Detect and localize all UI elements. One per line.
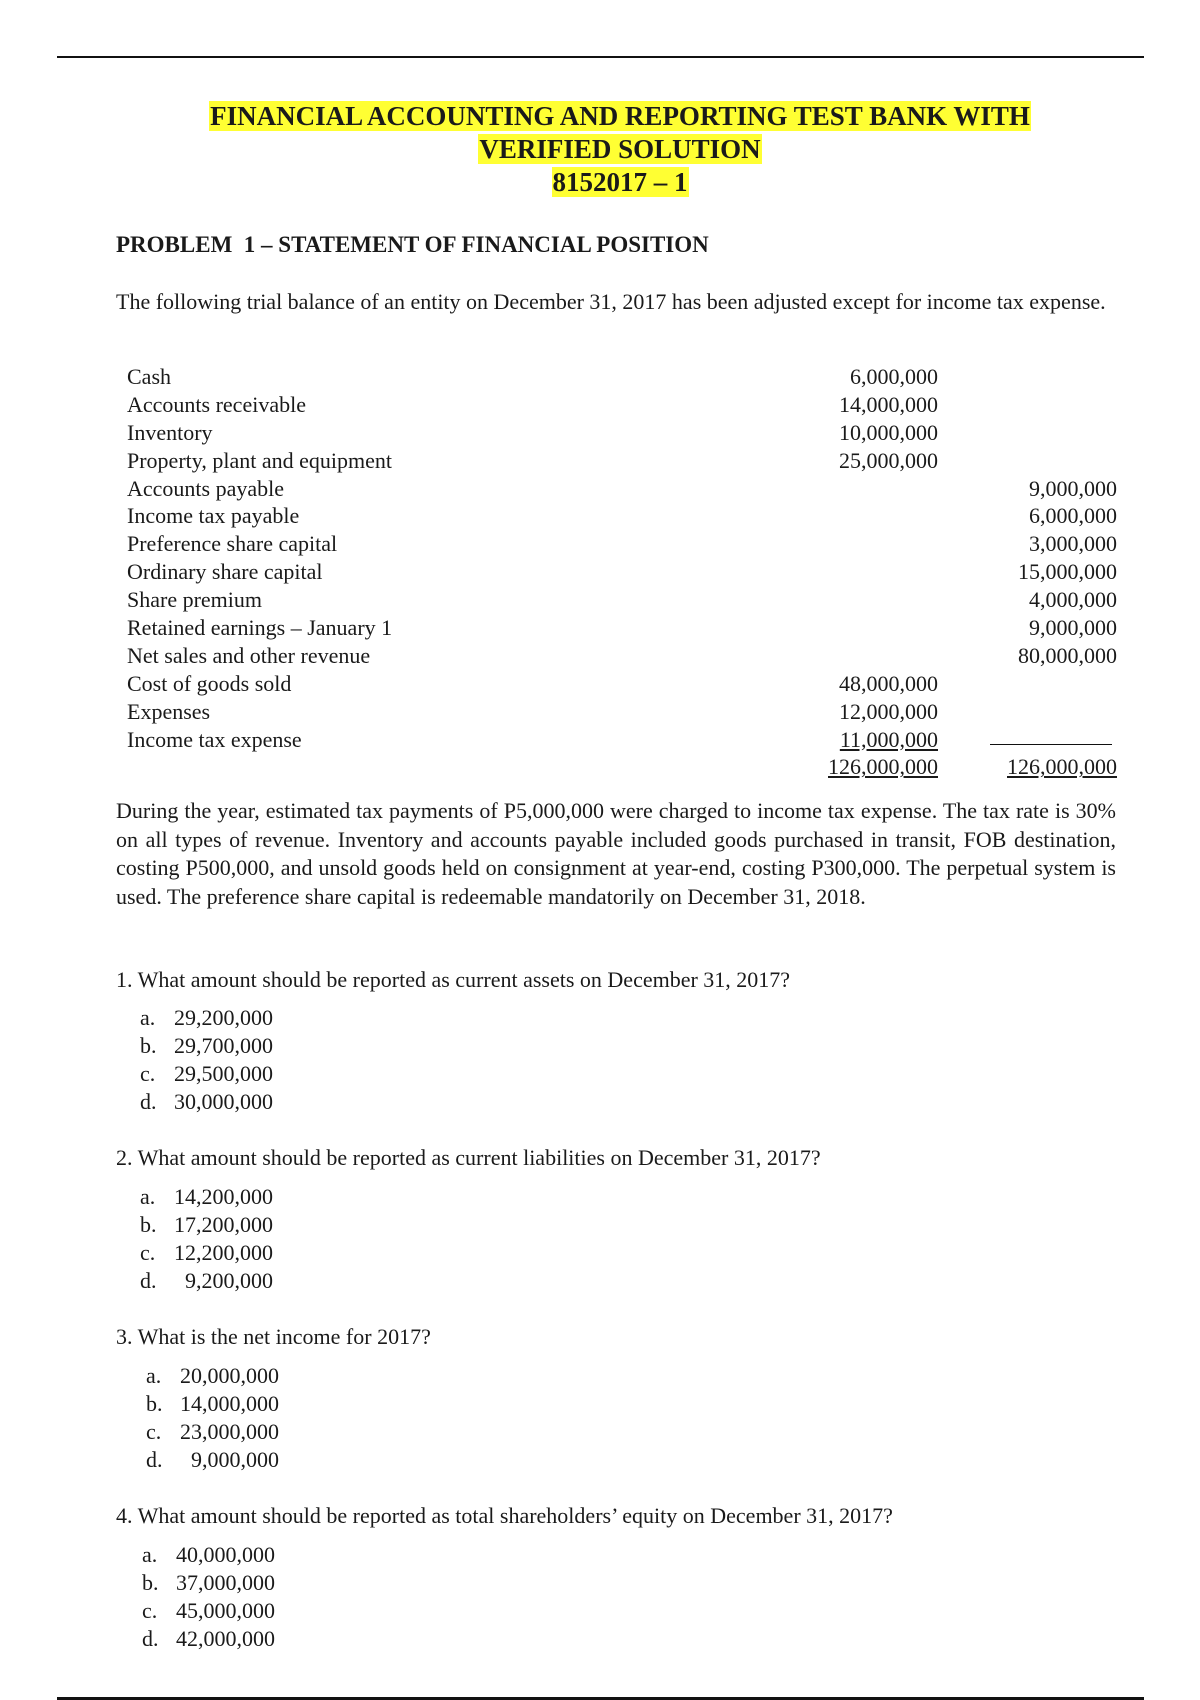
document-title <box>0 100 1200 199</box>
credit-column-rule <box>990 744 1112 745</box>
tb-label: Inventory <box>127 419 213 445</box>
option-c: c. 12,200,000 <box>140 1240 273 1265</box>
tb-label: Net sales and other revenue <box>127 642 371 668</box>
tb-row <box>127 698 1117 726</box>
tb-debit: 25,000,000 <box>839 447 938 473</box>
option-b: b. 37,000,000 <box>142 1570 275 1595</box>
problem-heading: PROBLEM 1 – STATEMENT OF FINANCIAL POSITION <box>116 232 709 257</box>
question-1-options <box>140 1004 273 1116</box>
tb-row <box>127 614 1117 642</box>
tb-credit: 9,000,000 <box>1029 615 1117 641</box>
tb-credit: 9,000,000 <box>1029 475 1117 501</box>
option-b: b. 14,000,000 <box>146 1391 279 1416</box>
title-line-1: FINANCIAL ACCOUNTING AND REPORTING TEST BANK WITH <box>210 101 1030 131</box>
trial-balance <box>127 363 1117 781</box>
tb-debit: 6,000,000 <box>850 364 938 389</box>
option-a: a. 40,000,000 <box>142 1542 275 1567</box>
option-b: b. 29,700,000 <box>140 1033 273 1058</box>
tb-row <box>127 363 1117 391</box>
tb-total-row <box>127 753 1117 781</box>
question-3: 3. What is the net income for 2017? <box>116 1324 431 1349</box>
tb-debit: 12,000,000 <box>839 698 938 724</box>
tb-debit: 14,000,000 <box>839 391 938 417</box>
tb-label: Preference share capital <box>127 531 338 557</box>
tb-row <box>127 419 1117 447</box>
top-rule <box>57 56 1144 58</box>
tb-label: Expenses <box>127 698 211 724</box>
option-d: d. 30,000,000 <box>140 1089 273 1114</box>
tb-row <box>127 502 1117 530</box>
tb-debit: 10,000,000 <box>839 419 938 445</box>
tb-row <box>127 558 1117 586</box>
tb-label: Cost of goods sold <box>127 670 292 696</box>
tb-label: Accounts receivable <box>127 391 306 417</box>
tb-label: Income tax payable <box>127 503 300 529</box>
question-3-options <box>146 1362 279 1474</box>
tb-total-credit: 126,000,000 <box>1007 754 1117 780</box>
tb-credit: 4,000,000 <box>1029 587 1117 613</box>
tb-label: Property, plant and equipment <box>127 447 392 473</box>
question-2-options <box>140 1183 273 1295</box>
tb-credit: 6,000,000 <box>1029 503 1117 529</box>
option-d: d. 9,200,000 <box>140 1268 273 1293</box>
tb-label: Cash <box>127 364 171 389</box>
tb-debit: 11,000,000 <box>839 726 938 752</box>
title-line-2: VERIFIED SOLUTION <box>479 134 761 164</box>
title-line-3: 8152017 – 1 <box>552 167 688 197</box>
tb-total-debit: 126,000,000 <box>828 754 938 780</box>
question-1: 1. What amount should be reported as current assets on December 31, 2017? <box>116 967 791 992</box>
tb-row <box>127 475 1117 503</box>
tb-label: Share premium <box>127 587 263 613</box>
tb-row <box>127 391 1117 419</box>
tb-label: Income tax expense <box>127 726 302 752</box>
tb-row <box>127 726 1117 754</box>
question-4: 4. What amount should be reported as total shareholders’ equity on December 31, 2017? <box>116 1503 893 1528</box>
tb-credit: 3,000,000 <box>1029 531 1117 557</box>
tb-credit: 80,000,000 <box>1018 642 1117 668</box>
tb-row <box>127 642 1117 670</box>
tb-label: Accounts payable <box>127 475 284 501</box>
tb-row <box>127 447 1117 475</box>
notes-paragraph: During the year, estimated tax payments of P5,000,000 were charged to income tax expense. The tax rate is 30% on all types of revenue. Inventory and accounts payable included goods purchased in transit, FOB destination, costing P500,000, and unsold goods held on consignment at year-end, costing P300,000. The perpetual system is used. The preference share capital is redeemable mandatorily on December 31, 2018. <box>116 798 1116 909</box>
tb-label: Retained earnings – January 1 <box>127 615 393 641</box>
option-c: c. 29,500,000 <box>140 1061 273 1086</box>
tb-credit: 15,000,000 <box>1018 559 1117 585</box>
tb-debit: 48,000,000 <box>839 670 938 696</box>
option-d: d. 42,000,000 <box>142 1626 275 1651</box>
option-d: d. 9,000,000 <box>146 1447 279 1472</box>
option-b: b. 17,200,000 <box>140 1212 273 1237</box>
option-a: a. 29,200,000 <box>140 1005 273 1030</box>
option-c: c. 23,000,000 <box>146 1419 279 1444</box>
option-c: c. 45,000,000 <box>142 1598 275 1623</box>
question-2: 2. What amount should be reported as current liabilities on December 31, 2017? <box>116 1145 821 1170</box>
option-a: a. 20,000,000 <box>146 1363 279 1388</box>
option-a: a. 14,200,000 <box>140 1184 273 1209</box>
tb-label: Ordinary share capital <box>127 559 323 585</box>
tb-row <box>127 586 1117 614</box>
intro-paragraph: The following trial balance of an entity on December 31, 2017 has been adjusted except for income tax expense. <box>116 289 1106 314</box>
tb-row <box>127 530 1117 558</box>
question-4-options <box>142 1541 275 1653</box>
tb-row <box>127 670 1117 698</box>
